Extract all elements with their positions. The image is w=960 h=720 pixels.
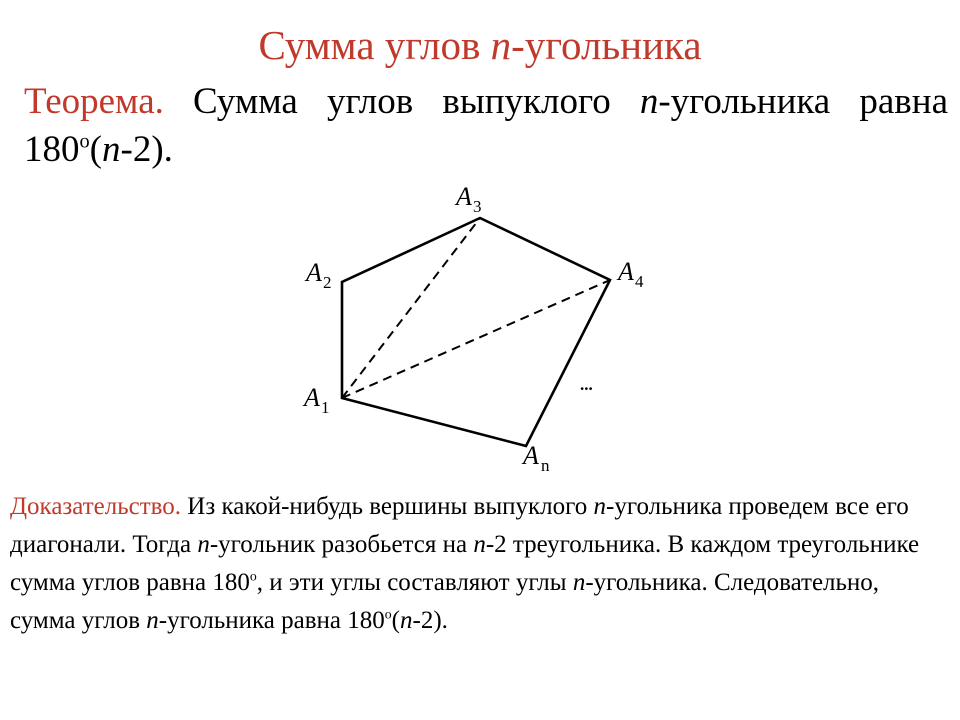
proof-paragraph [10,488,940,640]
vertex-sub-an: n [541,456,550,475]
theorem-n-1: n [639,81,659,122]
theorem-label: Теорема. [24,81,164,122]
vertex-ellipsis: ... [580,375,593,394]
proof-text-5: , и эти углы составляют углы [256,569,573,596]
proof-degree-2: o [384,606,392,622]
page-title [0,20,960,70]
diagonal-a1-a4 [342,280,610,398]
proof-text-3: -угольник разобьется на [209,531,474,558]
proof-text-7: -угольника равна 180 [158,607,385,634]
theorem-text-3: ( [89,129,102,170]
proof-degree-1: o [249,568,257,584]
proof-n-6: n [400,607,413,634]
vertex-label-a2: A [306,258,322,287]
proof-text-6: -угольника. Следовательно, сумма углов [10,569,880,634]
theorem-text-2: -угольника равна 180 [24,81,949,170]
proof-text-4: -2 треугольника. В каждом треугольнике сумма углов равна 180 [10,531,920,596]
title-n: n [490,22,512,68]
vertex-sub-a3: 3 [473,197,482,216]
diagonal-a1-a3 [342,218,480,398]
proof-text-9: -2). [412,607,448,634]
polygon-figure [290,178,690,478]
theorem-text-4: -2). [120,129,173,170]
vertex-label-a4: A [618,257,634,286]
vertex-label-a1: A [304,383,320,412]
proof-label: Доказательство. [10,493,182,520]
proof-text-2: -угольника проведем все его диагонали. Тогда [10,493,909,558]
polygon-outline [342,218,610,446]
proof-n-3: n [473,531,486,558]
proof-n-1: n [593,493,607,520]
vertex-label-a3: A [456,182,472,211]
vertex-label-an: A [523,441,539,470]
proof-n-4: n [572,569,586,596]
vertex-sub-a2: 2 [323,273,332,292]
theorem-text-1: Сумма углов выпуклого [193,81,640,122]
polygon-diagram [290,178,690,478]
proof-n-2: n [197,531,210,558]
proof-n-5: n [146,607,159,634]
theorem-degree: o [79,130,90,153]
theorem-n-2: n [102,129,121,170]
vertex-sub-a4: 4 [635,272,644,291]
title-suffix: -угольника [511,22,702,68]
proof-text-8: ( [391,607,400,634]
theorem-statement [24,78,948,174]
proof-text-1: Из какой-нибудь вершины выпуклого [181,493,594,520]
title-prefix: Сумма углов [258,22,491,68]
vertex-sub-a1: 1 [321,398,330,417]
